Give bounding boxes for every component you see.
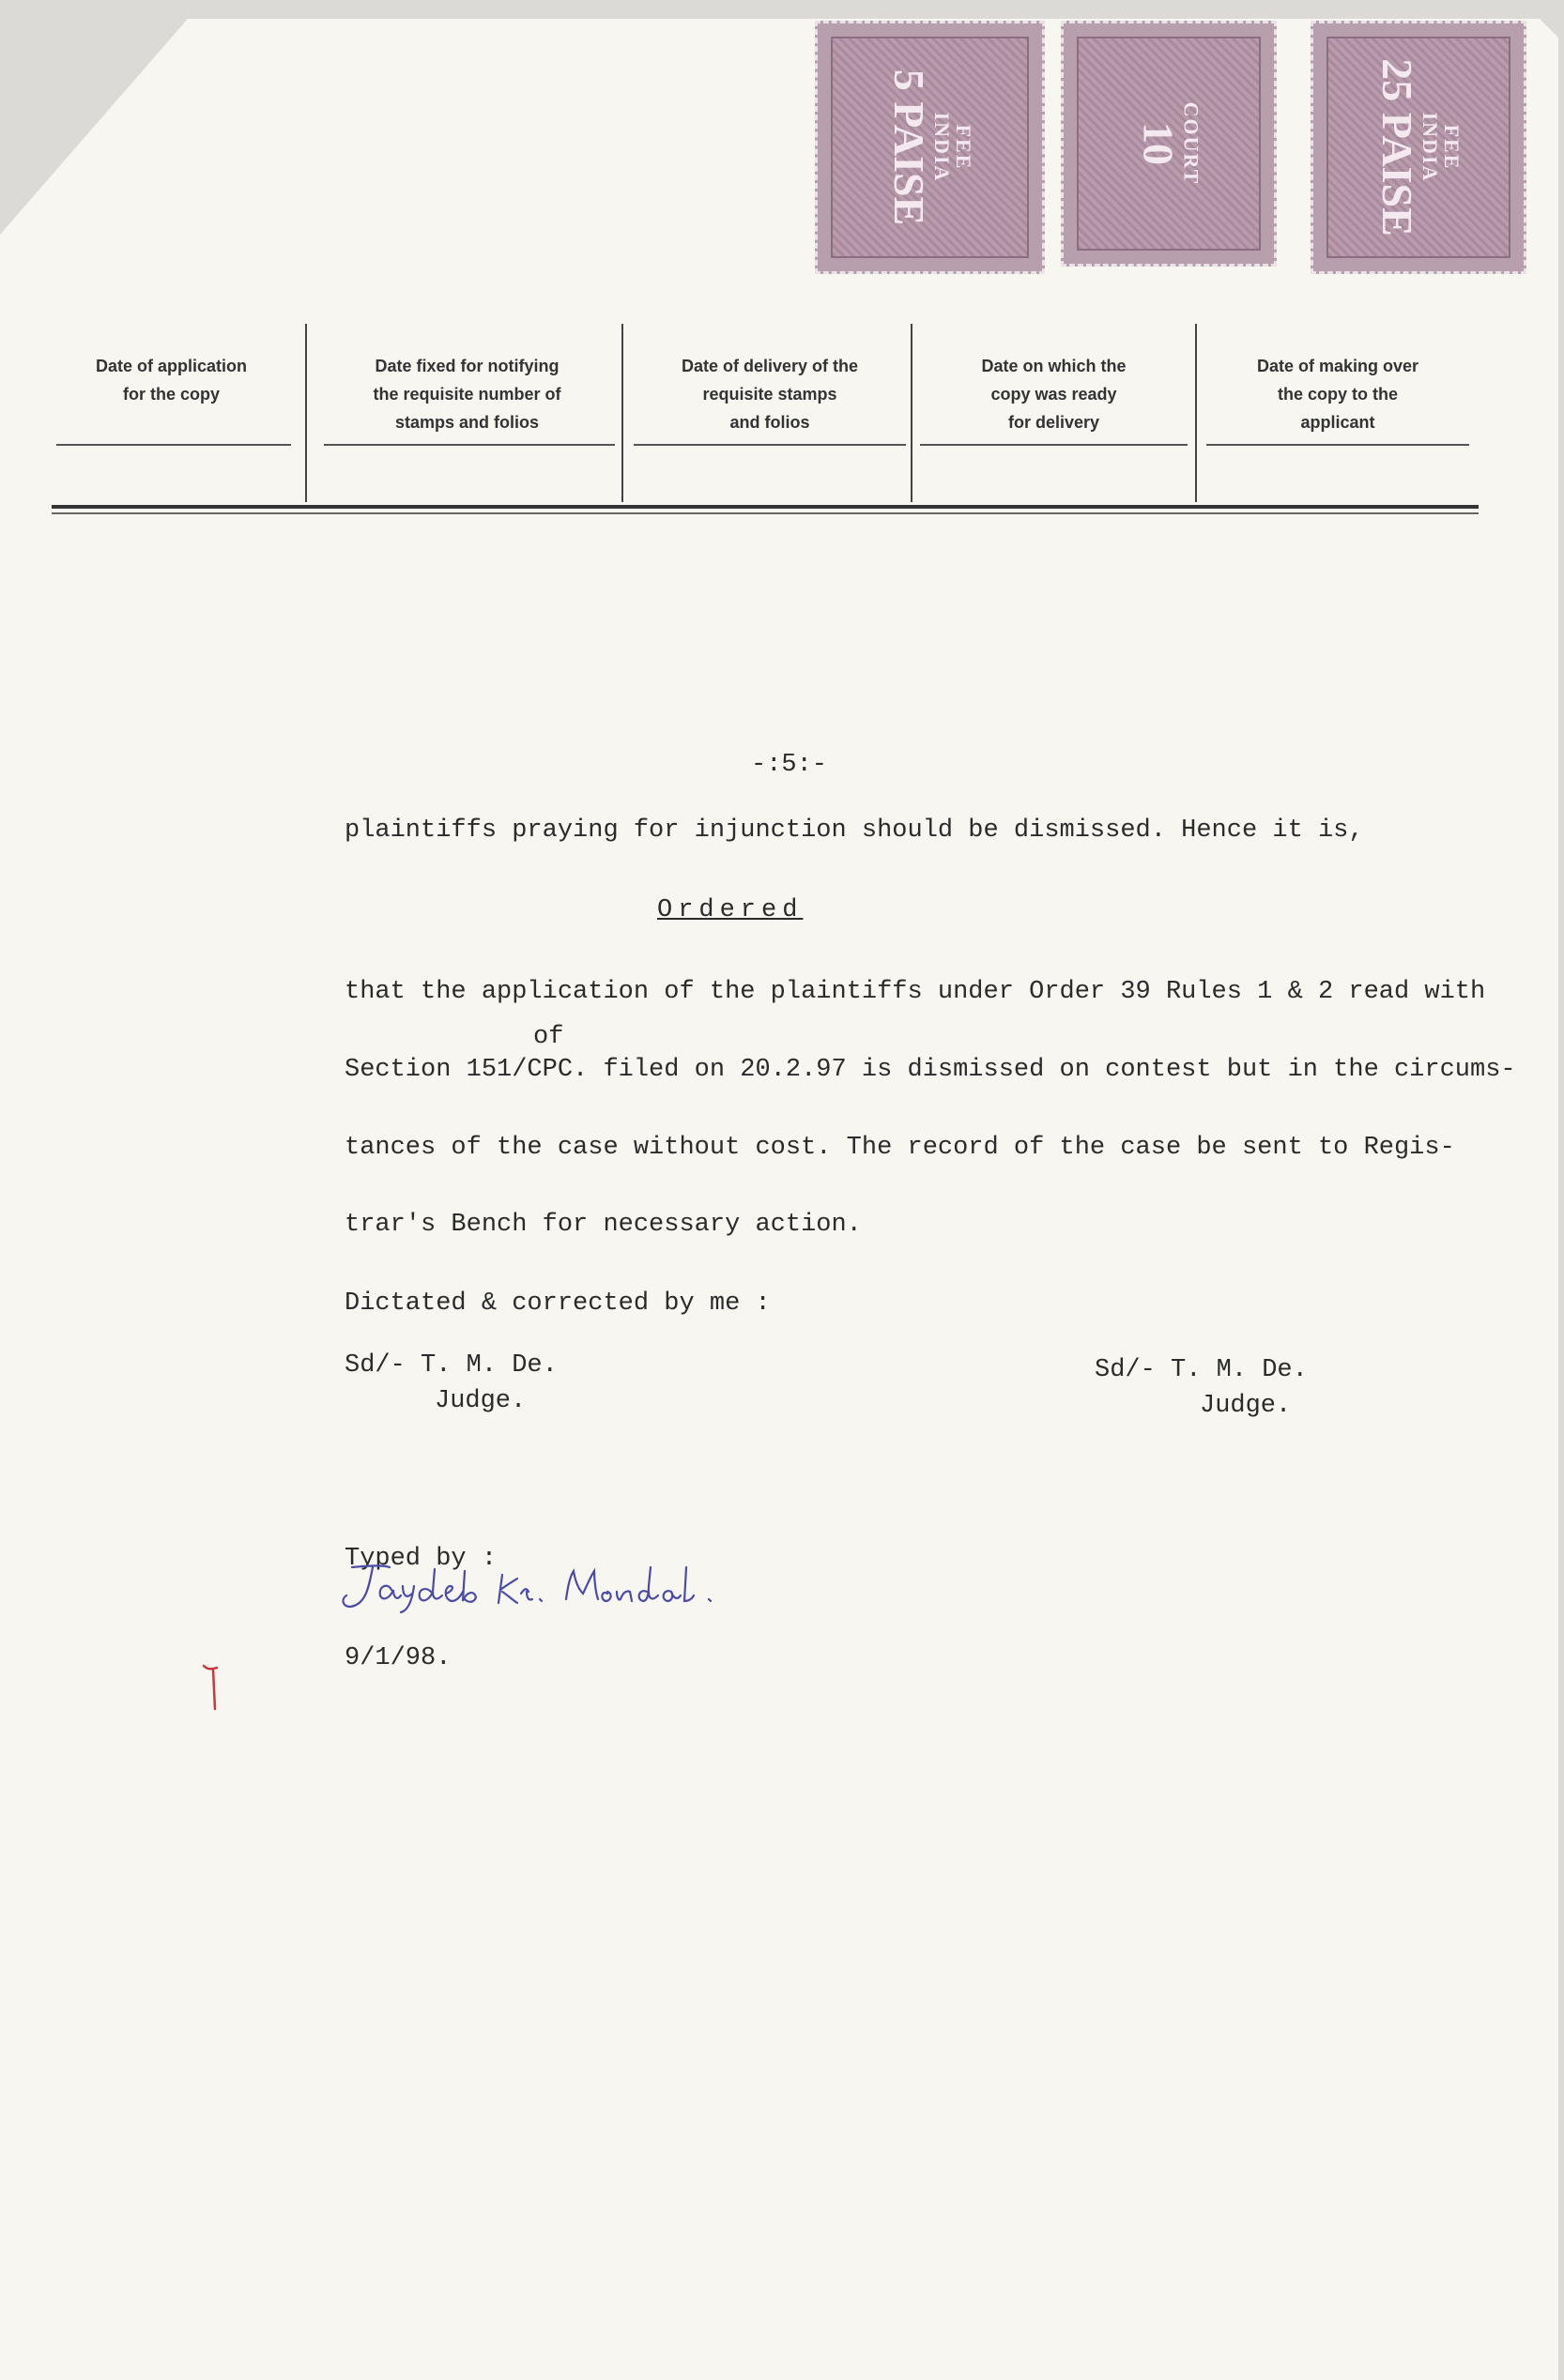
header-rule-thick bbox=[52, 505, 1479, 509]
body-line-1: plaintiffs praying for injunction should be dismissed. Hence it is, bbox=[345, 816, 1364, 845]
left-signature-title: Judge. bbox=[435, 1387, 527, 1415]
body-line-4: tances of the case without cost. The record of the case be sent to Regis- bbox=[345, 1134, 1455, 1162]
body-line-2: that the application of the plaintiffs under Order 39 Rules 1 & 2 read with bbox=[345, 978, 1486, 1006]
header-rule-thin bbox=[52, 512, 1479, 514]
right-signature-title: Judge. bbox=[1200, 1392, 1292, 1420]
court-fee-stamp-25-paise: FEE INDIA 25 PAISE bbox=[1311, 21, 1526, 274]
header-col-ready-date: Date on which the copy was ready for delivery bbox=[981, 357, 1127, 432]
court-fee-stamp-5-paise: FEE INDIA 5 PAISE bbox=[815, 21, 1045, 274]
court-fee-stamp-10-paise: COURT 10 bbox=[1061, 21, 1277, 267]
header-col-notify-date: Date fixed for notifying the requisite number of stamps and folios bbox=[373, 357, 561, 432]
dictated-line: Dictated & corrected by me : bbox=[345, 1289, 771, 1318]
ordered-heading: Ordered bbox=[657, 896, 804, 924]
body-line-3: Section 151/CPC. filed on 20.2.97 is dismissed on contest but in the circums- bbox=[345, 1056, 1516, 1084]
insert-of: of bbox=[533, 1023, 564, 1051]
typist-handwritten-signature bbox=[333, 1558, 803, 1614]
red-tick-mark bbox=[198, 1658, 226, 1715]
left-signature: Sd/- T. M. De. bbox=[345, 1351, 558, 1380]
right-signature: Sd/- T. M. De. bbox=[1095, 1356, 1308, 1384]
svg-text:Jaydeb Kr. Mondal.: Jaydeb Kr. Mondal. bbox=[333, 1558, 344, 1559]
copy-details-table bbox=[52, 324, 1479, 502]
header-col-handover-date: Date of making over the copy to the applicant bbox=[1256, 357, 1419, 432]
typed-by-label: Typed by : bbox=[345, 1545, 498, 1573]
header-col-application-date: Date of application for the copy bbox=[95, 357, 247, 404]
date-line: 9/1/98. bbox=[345, 1644, 452, 1672]
body-line-5: trar's Bench for necessary action. bbox=[345, 1211, 862, 1239]
page-number: -:5:- bbox=[751, 751, 828, 779]
header-col-delivery-date: Date of delivery of the requisite stamps and folios bbox=[681, 357, 859, 432]
